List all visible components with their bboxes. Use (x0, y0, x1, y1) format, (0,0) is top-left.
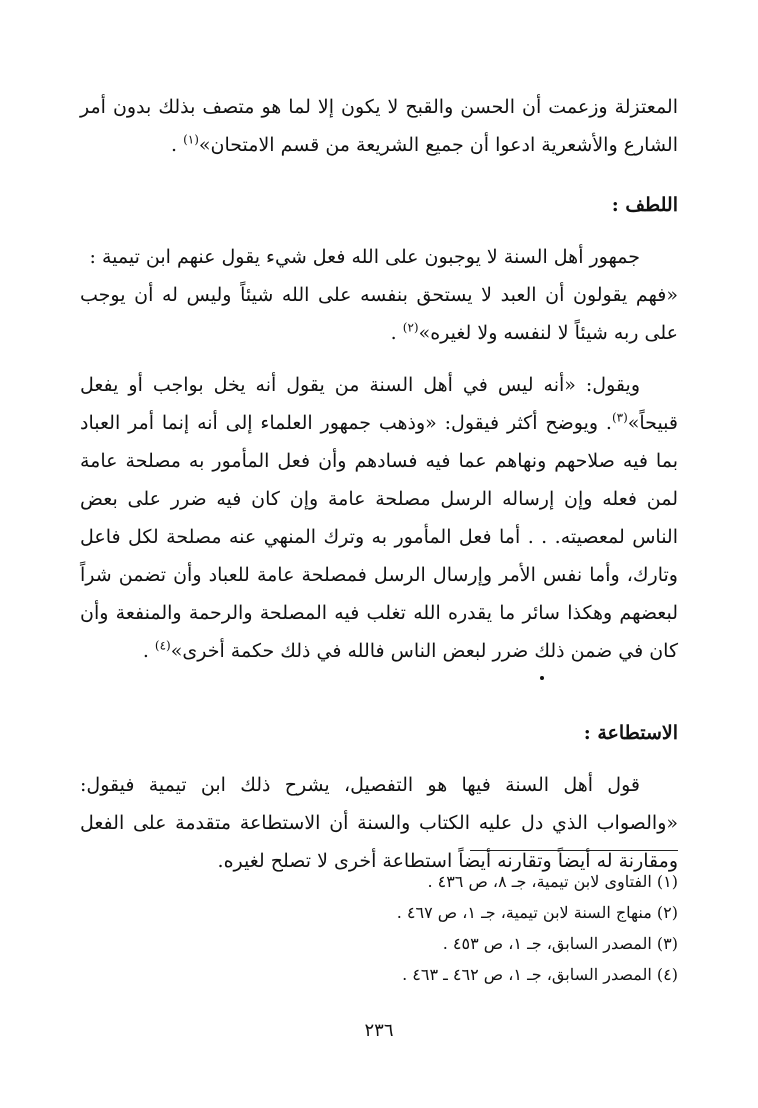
footnote-ref-3[interactable]: (٣) (611, 410, 628, 425)
footnote-ref-2[interactable]: (٢) (402, 320, 419, 335)
lutf-quote-3: . ويوضح أكثر فيقول: «وذهب جمهور العلماء إلى أنه إنما أمر العباد بما فيه صلاحهم ونهاهم عما فيه فسادهم وأن فعل المأمور به مصلحة عامة لمن فعله وإن إرساله الرسل مصلحة عامة وإن كان فيه ضرر على بعض الناس لمعصيته. . . أما فعل المأمور به وترك المنهي عنه مصلحة لكل فاعل وتارك، وأما نفس الأمر وإرسال الرسل فمصلحة عامة للعباد وأن تضمن شراً لبعضهم وهكذا سائر ما يقدره الله تغلب فيه المصلحة والرحمة والمنفعة وأن كان في ضمن ذلك ضرر لبعض الناس فالله في ذلك حكمة أخرى» (80, 412, 678, 662)
page-number: ٢٣٦ (364, 1020, 394, 1041)
lutf-paragraph-3 (80, 366, 678, 670)
lutf-p3-end: . (142, 640, 155, 662)
lutf-paragraph-1: جمهور أهل السنة لا يوجبون على الله فعل شيء يقول عنهم ابن تيمية : (89, 246, 640, 268)
heading-istitaa: الاستطاعة : (583, 722, 678, 744)
stray-dot (540, 676, 544, 680)
footnote-3: (٣) المصدر السابق، جـ ١، ص ٤٥٣ . (442, 934, 678, 953)
intro-paragraph (80, 88, 678, 164)
footnote-ref-4[interactable]: (٤) (154, 638, 171, 653)
lutf-paragraph-2 (80, 276, 678, 352)
intro-text: المعتزلة وزعمت أن الحسن والقبح لا يكون إلا لما هو متصف بذلك بدون أمر الشارع والأشعرية ادعوا أن جميع الشريعة من قسم الامتحان» (80, 96, 678, 156)
lutf-p2-end: . (390, 322, 403, 344)
footnote-2: (٢) منهاج السنة لابن تيمية، جـ ١، ص ٤٦٧ . (396, 903, 678, 922)
intro-end: . (171, 134, 184, 156)
heading-lutf: اللطف : (611, 194, 678, 216)
footnote-4: (٤) المصدر السابق، جـ ١، ص ٤٦٢ ـ ٤٦٣ . (402, 965, 678, 984)
lutf-quote-1: «فهم يقولون أن العبد لا يستحق بنفسه على الله شيئاً وليس له أن يوجب على ربه شيئاً لا لنفسه ولا لغيره» (80, 284, 678, 344)
istitaa-paragraph: قول أهل السنة فيها هو التفصيل، يشرح ذلك ابن تيمية فيقول: «والصواب الذي دل عليه الكتاب والسنة أن الاستطاعة متقدمة على الفعل ومقارنة له أيضاً وتقارنه أيضاً استطاعة أخرى لا تصلح لغيره. (80, 774, 678, 872)
lutf-quote-2: ويقول: «أنه ليس في أهل السنة من يقول أنه يخل بواجب أو يفعل قبيحاً» (80, 374, 678, 434)
footnote-ref-1[interactable]: (١) (183, 132, 199, 147)
footnote-1: (١) الفتاوى لابن تيمية، جـ ٨، ص ٤٣٦ . (427, 872, 678, 891)
footnotes (300, 866, 678, 990)
footnote-separator (470, 850, 678, 851)
page-body (80, 88, 678, 880)
